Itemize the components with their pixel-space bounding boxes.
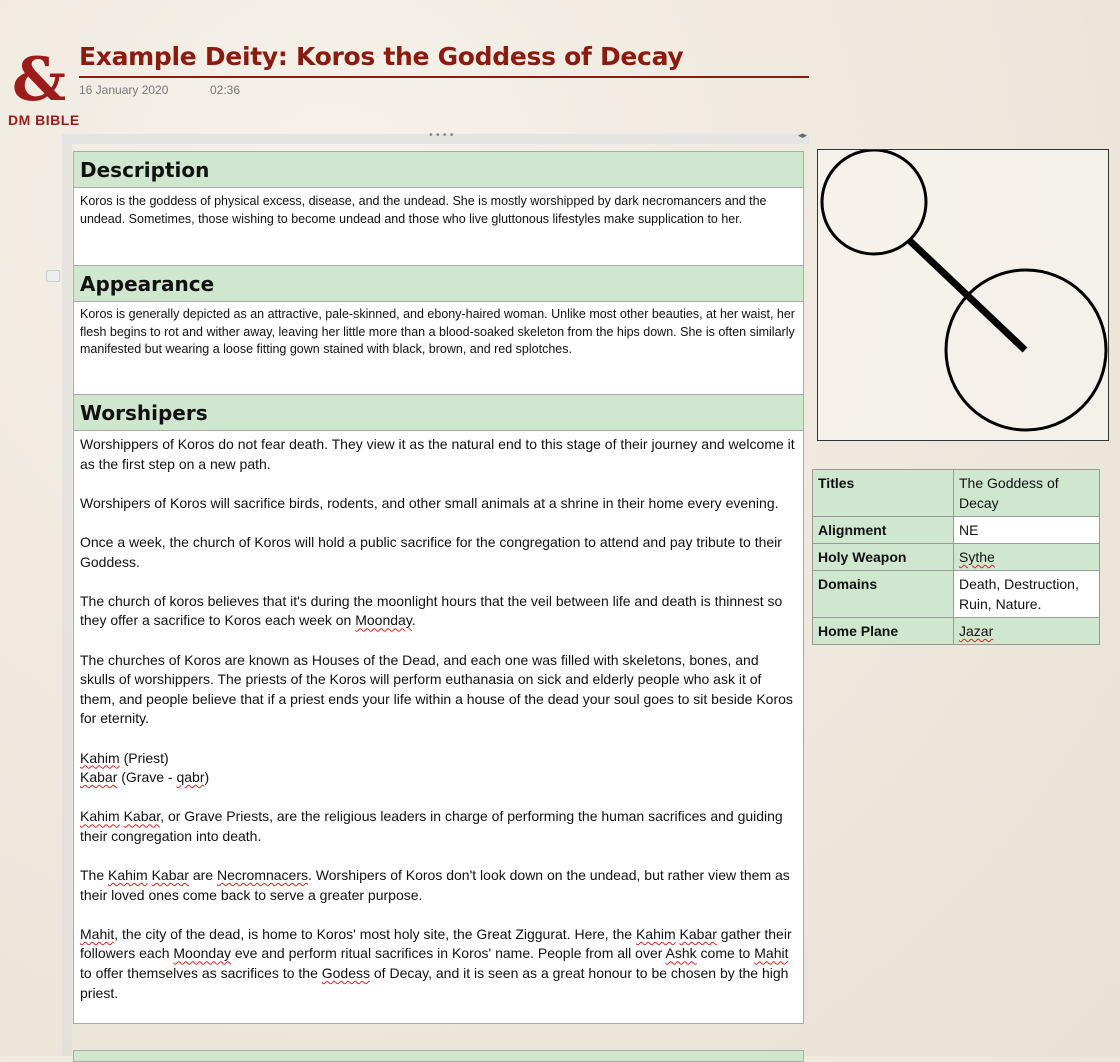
text-run: , the city of the dead, is home to Koros' most holy site, the Great Ziggurat. Here, the bbox=[114, 925, 636, 942]
info-value[interactable]: Death, Destruction, Ruin, Nature. bbox=[954, 571, 1100, 618]
info-value[interactable] bbox=[954, 544, 1100, 571]
misspelled-word[interactable]: Kabar bbox=[80, 769, 118, 786]
grip-dots-icon[interactable]: •••• bbox=[428, 130, 456, 141]
info-key[interactable]: Alignment bbox=[813, 517, 954, 544]
holy-symbol-image[interactable] bbox=[817, 149, 1109, 441]
page-title[interactable]: Example Deity: Koros the Goddess of Decay bbox=[79, 42, 684, 71]
worship-paragraph[interactable] bbox=[80, 592, 797, 631]
deity-details-table bbox=[73, 151, 804, 1024]
misspelled-word[interactable]: Moonday bbox=[355, 612, 412, 629]
misspelled-word[interactable]: qabr bbox=[176, 769, 205, 786]
misspelled-word[interactable]: Kahim bbox=[635, 925, 676, 942]
info-value[interactable] bbox=[954, 618, 1100, 645]
misspelled-word[interactable]: Jazar bbox=[959, 623, 994, 639]
info-key[interactable]: Holy Weapon bbox=[813, 544, 954, 571]
misspelled-word[interactable]: Ashk bbox=[665, 945, 697, 962]
section-heading-worshipers[interactable]: Worshipers bbox=[74, 395, 803, 431]
text-run: eve and perform ritual sacrifices in Koros' name. People from all over bbox=[230, 945, 666, 962]
section-body-description[interactable]: Koros is the goddess of physical excess, disease, and the undead. She is mostly worshipped by dark necromancers and the undead. Sometimes, those wishing to become undead and those who live gluttonous lifestyles make supplication to her. bbox=[74, 188, 803, 266]
text-run: gather their followers each bbox=[80, 925, 792, 962]
info-key[interactable]: Home Plane bbox=[813, 618, 954, 645]
worship-paragraph[interactable] bbox=[80, 866, 797, 905]
small-circle bbox=[822, 150, 926, 254]
text-run: are bbox=[188, 867, 217, 884]
logo-ampersand-icon: & bbox=[12, 45, 67, 115]
info-row-holy-weapon bbox=[813, 544, 1100, 571]
logo-text: DM BIBLE bbox=[8, 112, 80, 128]
info-row-home-plane bbox=[813, 618, 1100, 645]
text-run: The church of koros believes that it's during the moonlight hours that the veil between life and death is thinnest so they offer a sacrifice to Koros each week on bbox=[80, 592, 783, 629]
worship-paragraph[interactable]: Worshipers of Koros will sacrifice birds, rodents, and other small animals at a shrine in their home every evening. bbox=[80, 494, 779, 511]
misspelled-word[interactable]: Moonday bbox=[173, 945, 231, 962]
text-run: (Priest) bbox=[119, 749, 169, 766]
worship-paragraph[interactable] bbox=[80, 925, 797, 1003]
misspelled-word[interactable]: Mahit bbox=[754, 945, 789, 962]
worship-paragraph[interactable]: Once a week, the church of Koros will hold a public sacrifice for the congregation to attend and pay tribute to their Goddess. bbox=[80, 533, 782, 570]
misspelled-word[interactable]: Kahim bbox=[108, 867, 148, 884]
misspelled-word[interactable]: Mahit bbox=[80, 925, 115, 942]
misspelled-word[interactable]: Necromnacers bbox=[216, 867, 308, 884]
section-body-worshipers[interactable] bbox=[74, 431, 803, 1003]
holy-symbol-icon bbox=[818, 150, 1108, 440]
worship-paragraph[interactable]: The churches of Koros are known as Houses of the Dead, and each one was filled with skeletons, bones, and skulls of worshippers. The priests of the Koros will perform euthanasia on sick and elderly people who ask it of them, and people believe that if a priest ends your life within a house of the dead your soul goes to sit beside Koros for eternity. bbox=[80, 651, 793, 727]
misspelled-word[interactable]: Kabar bbox=[123, 808, 161, 825]
worship-paragraph[interactable]: Worshippers of Koros do not fear death. They view it as the natural end to this stage of their journey and welcome it as the first step on a new path. bbox=[80, 436, 795, 472]
paragraph-handle-icon[interactable] bbox=[46, 270, 60, 282]
text-run: The bbox=[80, 867, 109, 884]
misspelled-word[interactable]: Kahim bbox=[80, 749, 120, 766]
page-date: 16 January 2020 bbox=[79, 83, 169, 97]
section-heading-description[interactable]: Description bbox=[74, 152, 803, 188]
info-row-titles bbox=[813, 470, 1100, 517]
misspelled-word[interactable]: Kahim bbox=[80, 808, 120, 825]
text-run: to offer themselves as sacrifices to the bbox=[80, 965, 322, 982]
misspelled-word[interactable]: Godess bbox=[321, 965, 370, 982]
misspelled-word[interactable]: Sythe bbox=[959, 549, 995, 565]
section-heading-appearance[interactable]: Appearance bbox=[74, 266, 803, 302]
text-run: . Worshipers of Koros don't look down on the undead, but rather view them as their loved ones come back to serve a greater purpose. bbox=[80, 867, 790, 903]
info-row-alignment bbox=[813, 517, 1100, 544]
text-run: of Decay, and it is seen as a great honour to be chosen by the high priest. bbox=[80, 965, 789, 1001]
misspelled-word[interactable]: Kabar bbox=[679, 925, 717, 942]
dm-bible-logo bbox=[6, 45, 86, 130]
connecting-line bbox=[910, 241, 1025, 350]
misspelled-word[interactable]: Kabar bbox=[151, 867, 189, 884]
text-run: , or Grave Priests, are the religious leaders in charge of performing the human sacrifices and guiding their congregation into death. bbox=[80, 808, 783, 844]
info-key[interactable]: Domains bbox=[813, 571, 954, 618]
info-value[interactable]: NE bbox=[954, 517, 1100, 544]
page-time: 02:36 bbox=[210, 83, 241, 97]
resize-arrows-icon[interactable]: ◂▸ bbox=[797, 131, 807, 141]
text-run: come to bbox=[696, 945, 755, 962]
worship-paragraph[interactable] bbox=[80, 807, 797, 846]
info-row-domains bbox=[813, 571, 1100, 618]
deity-info-table bbox=[812, 469, 1100, 645]
worship-paragraph[interactable] bbox=[80, 749, 797, 788]
section-body-appearance[interactable]: Koros is generally depicted as an attractive, pale-skinned, and ebony-haired woman. Unlike most other beauties, at her waist, her flesh begins to rot and wither away, leaving her little more than a blood-soaked skeleton from the hips down. She is often similarly manifested but wearing a loose fitting gown stained with black, brown, and red splotches. bbox=[74, 302, 803, 395]
info-value[interactable]: The Goddess of Decay bbox=[954, 470, 1100, 517]
note-container-edge bbox=[62, 144, 72, 1056]
title-underline bbox=[79, 76, 809, 78]
section-heading-next bbox=[73, 1050, 804, 1062]
text-run: . bbox=[411, 612, 416, 629]
text-run: ) bbox=[204, 769, 210, 786]
note-container-bar[interactable] bbox=[62, 130, 809, 144]
info-key[interactable]: Titles bbox=[813, 470, 954, 517]
text-run: (Grave - bbox=[117, 769, 177, 786]
